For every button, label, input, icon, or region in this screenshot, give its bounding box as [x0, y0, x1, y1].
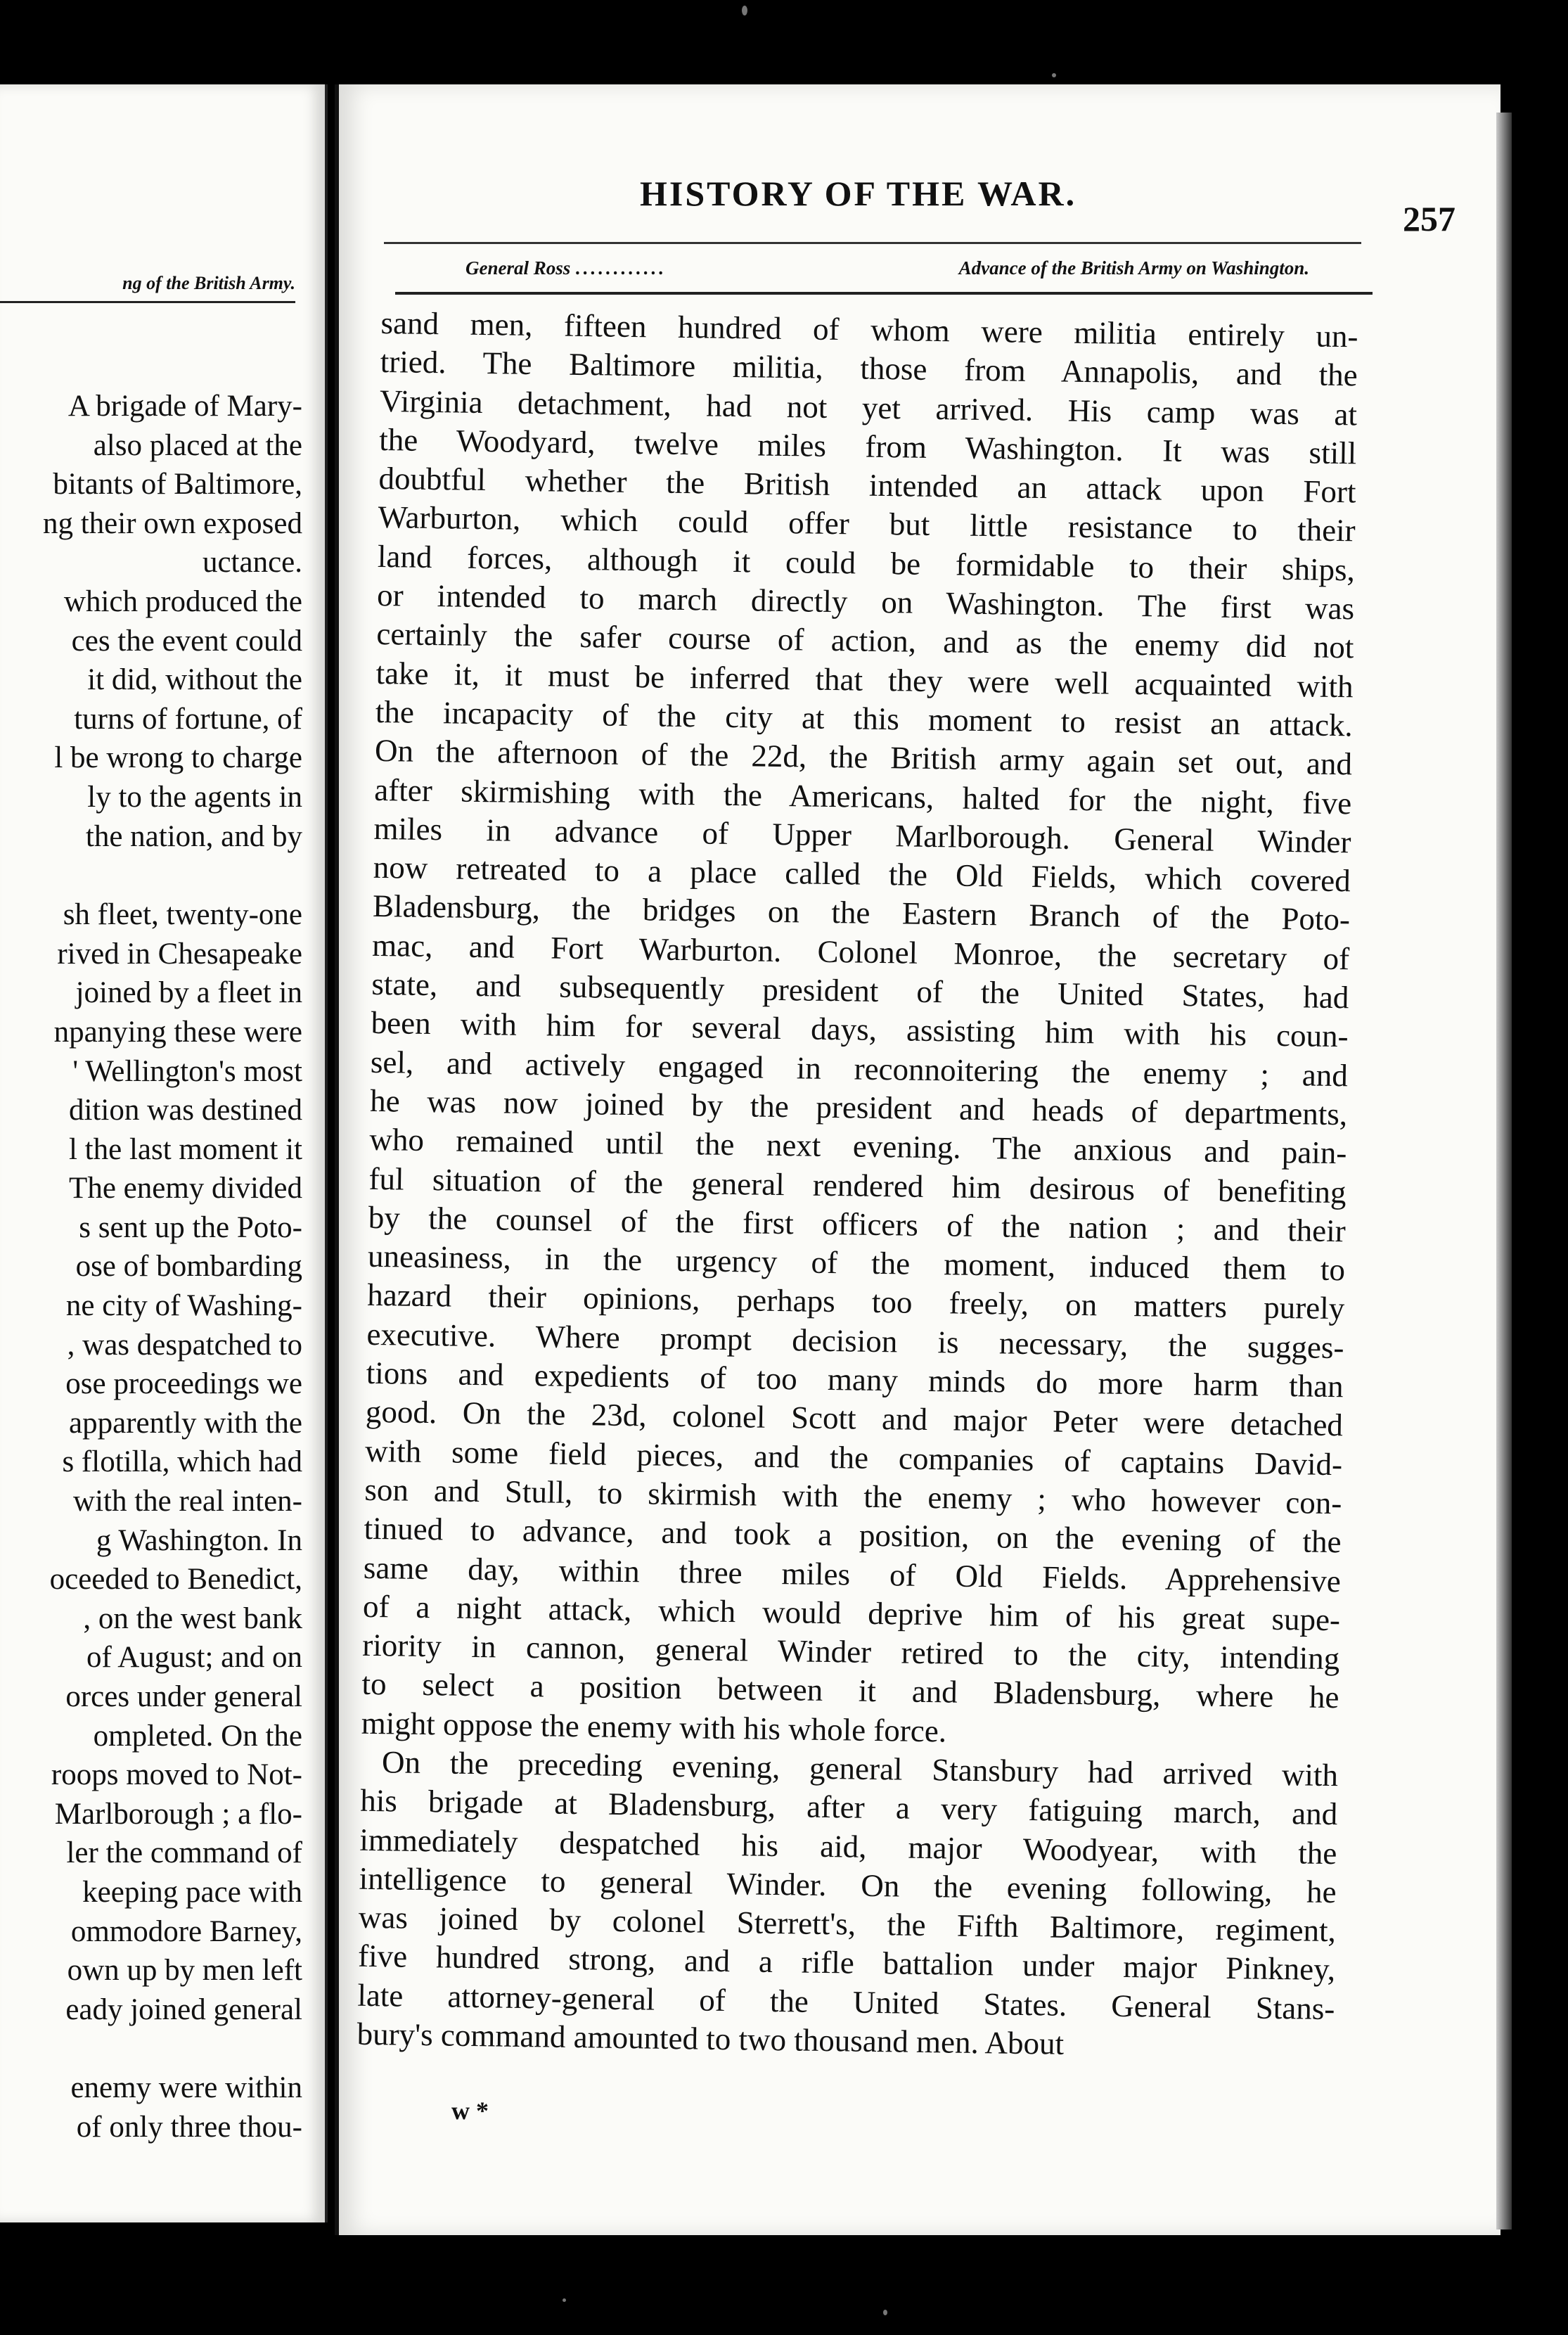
- left-text-line: roops moved to Not-: [51, 1758, 302, 1792]
- left-text-line: dition was destined: [68, 1094, 302, 1127]
- left-text-line: sh fleet, twenty-one: [63, 898, 302, 932]
- body-line: ful situation of the general rendered him desirous of benefiting: [368, 1160, 1347, 1210]
- left-text-line: ces the event could: [71, 624, 302, 658]
- left-text-line: s sent up the Poto-: [79, 1210, 302, 1244]
- body-line: been with him for several days, assisting him with his coun-: [371, 1005, 1349, 1054]
- left-page-running-head: ng of the British Army.: [0, 273, 295, 303]
- left-text-line: enemy were within: [70, 2071, 302, 2105]
- left-page: [0, 84, 328, 2222]
- left-text-line: ommodore Barney,: [70, 1914, 302, 1948]
- left-text-line: turns of fortune, of: [74, 702, 302, 736]
- body-line: five hundred strong, and a rifle battalion under major Pinkney,: [357, 1938, 1336, 1988]
- body-line: same day, within three miles of Old Fields. Apprehensive: [363, 1549, 1342, 1599]
- left-text-line: it did, without the: [87, 663, 302, 697]
- left-text-line: ly to the agents in: [87, 780, 302, 814]
- left-text-line: ler the command of: [66, 1836, 302, 1870]
- left-text-line: ose proceedings we: [65, 1367, 302, 1401]
- left-text-line: which produced the: [63, 584, 302, 618]
- body-line: the incapacity of the city at this moment to resist an attack.: [375, 693, 1354, 743]
- left-text-line: [43, 2029, 302, 2068]
- body-line: Virginia detachment, had not yet arrived. His camp was at: [379, 383, 1358, 432]
- body-line: after skirmishing with the Americans, halted for the night, five: [374, 772, 1352, 821]
- left-text-line: The enemy divided: [69, 1172, 302, 1205]
- body-line: certainly the safer course of action, and as the enemy did not: [376, 616, 1354, 665]
- left-text-line: A brigade of Mary-: [68, 390, 302, 423]
- left-text-line: s flotilla, which had: [62, 1445, 302, 1479]
- left-text-line: also placed at the: [93, 428, 302, 462]
- body-line: uneasiness, in the urgency of the moment, induced them to: [367, 1238, 1346, 1288]
- body-line: of a night attack, which would deprive him of his great supe-: [362, 1588, 1341, 1638]
- left-text-line: of August; and on: [86, 1641, 302, 1675]
- left-text-line: eady joined general: [65, 1992, 302, 2026]
- left-text-line: apparently with the: [69, 1406, 302, 1440]
- body-line: mac, and Fort Warburton. Colonel Monroe, the secretary of: [371, 927, 1350, 977]
- left-text-line: ne city of Washing-: [65, 1289, 302, 1323]
- body-line: who remained until the next evening. The anxious and pain-: [369, 1122, 1347, 1171]
- left-text-line: oceeded to Benedict,: [49, 1563, 302, 1597]
- body-line: to select a position between it and Bladensburg, where he: [361, 1666, 1339, 1715]
- body-line: might oppose the enemy with his whole force.: [361, 1705, 947, 1749]
- body-line: land forces, although it could be formidable to their ships,: [377, 538, 1356, 588]
- left-text-line: keeping pace with: [82, 1875, 302, 1909]
- speck: [1052, 73, 1056, 77]
- body-line: intelligence to general Winder. On the evening following, he: [359, 1860, 1337, 1910]
- body-line: immediately despatched his aid, major Woodyear, with the: [359, 1822, 1337, 1871]
- body-line: late attorney-general of the United States. General Stans-: [357, 1977, 1335, 2026]
- left-text-line: bitants of Baltimore,: [53, 468, 302, 501]
- left-text-line: joined by a fleet in: [75, 976, 302, 1010]
- left-text-line: uctance.: [202, 546, 302, 580]
- left-text-line: [43, 856, 302, 895]
- speck: [742, 6, 747, 15]
- left-text-line: g Washington. In: [96, 1523, 302, 1557]
- left-text-line: Marlborough ; a flo-: [54, 1797, 302, 1831]
- body-line: with some field pieces, and the companies of captains David-: [364, 1433, 1343, 1482]
- body-line: sand men, fifteen hundred of whom were militia entirely un-: [380, 305, 1358, 354]
- body-line: tried. The Baltimore militia, those from Annapolis, and the: [380, 344, 1358, 393]
- speck: [563, 2298, 566, 2302]
- body-line: miles in advance of Upper Marlborough. General Winder: [373, 810, 1351, 860]
- body-line: by the counsel of the first officers of the nation ; and their: [368, 1199, 1347, 1249]
- page-number: 257: [1403, 199, 1455, 238]
- body-line: or intended to march directly on Washington. The first was: [376, 577, 1355, 627]
- speck: [883, 2310, 887, 2315]
- left-text-line: ' Wellington's most: [72, 1054, 302, 1088]
- body-line: now retreated to a place called the Old Fields, which covered: [373, 850, 1351, 899]
- body-line: take it, it must be inferred that they were well acquainted with: [375, 655, 1354, 705]
- subhead-rule: [395, 292, 1373, 295]
- body-line: On the preceding evening, general Stansbury had arrived with: [381, 1744, 1339, 1793]
- body-line: bury's command amounted to two thousand men. About: [356, 2016, 1065, 2061]
- left-text-line: , was despatched to: [67, 1328, 302, 1362]
- body-line: Bladensburg, the bridges on the Eastern Branch of the Poto-: [372, 888, 1351, 938]
- body-line: his brigade at Bladensburg, after a very fatiguing march, and: [359, 1783, 1338, 1832]
- left-text-line: with the real inten-: [73, 1485, 302, 1518]
- body-line: he was now joined by the president and heads of departments,: [369, 1082, 1348, 1132]
- body-line: On the afternoon of the 22d, the British army again set out, and: [374, 733, 1353, 782]
- body-line: doubtful whether the British intended an attack upon Fort: [378, 461, 1356, 510]
- left-text-line: own up by men left: [67, 1954, 302, 1988]
- page-edge-shadow: [1496, 113, 1512, 2230]
- body-line: state, and subsequently president of the United States, had: [371, 966, 1349, 1016]
- body-line: good. On the 23d, colonel Scott and major Peter were detached: [365, 1394, 1344, 1443]
- left-text-line: orces under general: [65, 1680, 302, 1713]
- left-text-line: , on the west bank: [83, 1601, 302, 1635]
- signature-mark: w *: [451, 2097, 489, 2125]
- right-page: [335, 84, 1500, 2235]
- left-text-line: ompleted. On the: [93, 1719, 302, 1753]
- body-text: [356, 304, 1358, 2068]
- body-line: Warburton, which could offer but little resistance to their: [378, 499, 1356, 549]
- subhead-dots: ............: [575, 257, 667, 279]
- left-text-line: l the last moment it: [68, 1132, 302, 1166]
- left-text-line: l be wrong to charge: [54, 741, 302, 775]
- left-text-line: ng their own exposed: [42, 506, 302, 540]
- header-rule: [384, 242, 1361, 244]
- left-text-line: of only three thou-: [76, 2110, 302, 2144]
- subhead-right: Advance of the British Army on Washington.: [958, 257, 1309, 279]
- left-text-line: npanying these were: [53, 1015, 302, 1049]
- left-text-line: the nation, and by: [85, 819, 302, 853]
- subhead-left: General Ross: [465, 257, 571, 279]
- section-subhead: [465, 257, 1309, 279]
- body-line: was joined by colonel Sterrett's, the Fifth Baltimore, regiment,: [358, 1899, 1337, 1949]
- body-line: the Woodyard, twelve miles from Washington. It was still: [378, 421, 1357, 471]
- body-line: riority in cannon, general Winder retired to the city, intending: [362, 1627, 1340, 1677]
- body-line: son and Stull, to skirmish with the enemy ; who however con-: [364, 1471, 1342, 1521]
- body-line: hazard their opinions, perhaps too freely, on matters purely: [366, 1277, 1345, 1326]
- body-line: sel, and actively engaged in reconnoitering the enemy ; and: [370, 1044, 1349, 1093]
- running-head: HISTORY OF THE WAR.: [640, 174, 1077, 213]
- left-text-line: ose of bombarding: [75, 1250, 302, 1284]
- body-line: executive. Where prompt decision is necessary, the sugges-: [366, 1316, 1344, 1365]
- body-line: tinued to advance, and took a position, on the evening of the: [364, 1511, 1342, 1560]
- body-line: tions and expedients of too many minds do more harm than: [366, 1355, 1344, 1405]
- left-text-line: rived in Chesapeake: [57, 937, 302, 971]
- left-page-text: [43, 387, 302, 2147]
